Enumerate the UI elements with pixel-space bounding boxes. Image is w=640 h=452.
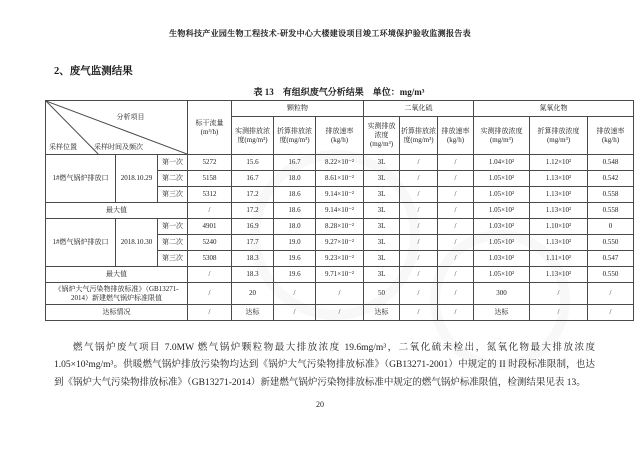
- table-cell: 5158: [188, 171, 232, 187]
- subheader-pm-measured: 实测排放浓度(mg/m³): [232, 117, 274, 155]
- table-cell: 3L: [364, 235, 400, 251]
- table-cell: /: [438, 267, 474, 283]
- table-cell: 达标: [364, 305, 400, 321]
- table-cell: /: [588, 305, 634, 321]
- table-cell: 最大值: [46, 267, 188, 283]
- table-cell: 5240: [188, 235, 232, 251]
- table-cell: /: [400, 171, 438, 187]
- table-cell: 1.05×10²: [474, 203, 530, 219]
- table-cell: 3L: [364, 267, 400, 283]
- table-cell: /: [274, 283, 316, 305]
- table-cell: 1.13×10²: [530, 235, 588, 251]
- table-cell: 《锅炉大气污染物排放标准》（GB13271-2014）新建燃气锅炉标准限值: [46, 283, 188, 305]
- table-cell: 3L: [364, 171, 400, 187]
- table-cell: /: [588, 283, 634, 305]
- table-cell: 3L: [364, 203, 400, 219]
- table-cell: 16.9: [232, 219, 274, 235]
- table-cell: /: [400, 305, 438, 321]
- table-cell: /: [400, 235, 438, 251]
- table-cell: 最大值: [46, 203, 188, 219]
- table-cell: 18.6: [274, 187, 316, 203]
- table-cell: 50: [364, 283, 400, 305]
- table-cell: 0.558: [588, 187, 634, 203]
- table-cell: 3L: [364, 187, 400, 203]
- table-cell: 第三次: [158, 251, 188, 267]
- table-cell: 达标情况: [46, 305, 188, 321]
- table-cell: 18.3: [232, 251, 274, 267]
- table-cell: 1.11×10²: [530, 251, 588, 267]
- table-cell: 9.71×10⁻²: [316, 267, 364, 283]
- table-cell: 1#燃气锅炉排放口: [46, 219, 116, 267]
- table-cell: /: [438, 187, 474, 203]
- table-cell: 4901: [188, 219, 232, 235]
- table-cell: 1.04×10²: [474, 155, 530, 171]
- table-cell: /: [438, 155, 474, 171]
- table-cell: 1.03×10²: [474, 219, 530, 235]
- table-cell: 20: [232, 283, 274, 305]
- group-header-nox: 氮氧化物: [474, 101, 634, 117]
- table-cell: /: [438, 305, 474, 321]
- subheader-nox-converted: 折算排放浓度(mg/m³): [530, 117, 588, 155]
- table-cell: /: [438, 171, 474, 187]
- table-cell: 19.6: [274, 267, 316, 283]
- group-header-so2: 二氧化硫: [364, 101, 474, 117]
- table-cell: /: [188, 203, 232, 219]
- table-cell: /: [188, 267, 232, 283]
- table-cell: 9.14×10⁻²: [316, 203, 364, 219]
- table-cell: 16.7: [274, 155, 316, 171]
- table-cell: 第二次: [158, 235, 188, 251]
- subheader-pm-rate: 排放速率(kg/h): [316, 117, 364, 155]
- column-header-flow: 标干流量(m³/h): [188, 101, 232, 155]
- table-cell: /: [400, 155, 438, 171]
- subheader-nox-rate: 排放速率(kg/h): [588, 117, 634, 155]
- table-cell: 第三次: [158, 187, 188, 203]
- table-cell: 19.0: [274, 235, 316, 251]
- table-cell: 0.542: [588, 171, 634, 187]
- table-cell: 18.0: [274, 171, 316, 187]
- table-cell: 19.6: [274, 251, 316, 267]
- summary-paragraph: 燃气锅炉废气项目 7.0MW 燃气锅炉颗粒物最大排放浓度 19.6mg/m³，二氧化硫未检出，氮氧化物最大排放浓度 1.05×10²mg/m³。供暖燃气锅炉排放污染物均达到《锅炉大气污染物排放标准》（GB13271-2001）中规定的 II 时段标准限制，也达到《锅炉大气污染物排放标准》（GB13271-2014）新建燃气锅炉污染物排放标准中规定的燃气锅炉标准限值，检测结果见表 13。: [54, 342, 595, 388]
- table-cell: /: [316, 283, 364, 305]
- table-cell: 8.28×10⁻²: [316, 219, 364, 235]
- table-cell: 8.22×10⁻²: [316, 155, 364, 171]
- corner-label-analysis-item: 分析项目: [116, 113, 145, 121]
- table-cell: 5312: [188, 187, 232, 203]
- table-cell: /: [438, 203, 474, 219]
- table-cell: 0.547: [588, 251, 634, 267]
- table-cell: 15.6: [232, 155, 274, 171]
- corner-label-sampling-time: 采样时间及频次: [94, 143, 143, 152]
- table-cell: /: [438, 235, 474, 251]
- table-cell: 5308: [188, 251, 232, 267]
- table-cell: 1.05×10²: [474, 267, 530, 283]
- group-header-particulate: 颗粒物: [232, 101, 364, 117]
- table-cell: 9.23×10⁻²: [316, 251, 364, 267]
- table-cell: /: [188, 305, 232, 321]
- table-cell: 9.27×10⁻²: [316, 235, 364, 251]
- table-caption: 表 13 有组织废气分析结果 单位：mg/m³: [253, 87, 425, 97]
- table-cell: /: [530, 305, 588, 321]
- subheader-so2-converted: 折算排放浓度(mg/m³): [400, 117, 438, 155]
- table-cell: 300: [474, 283, 530, 305]
- table-cell: /: [316, 305, 364, 321]
- table-cell: 17.7: [232, 235, 274, 251]
- table-cell: 16.7: [232, 171, 274, 187]
- table-cell: 17.2: [232, 203, 274, 219]
- table-cell: 0: [588, 219, 634, 235]
- subheader-pm-converted: 折算排放浓度(mg/m³): [274, 117, 316, 155]
- table-cell: 2018.10.30: [116, 219, 158, 267]
- table-cell: /: [400, 267, 438, 283]
- table-cell: /: [400, 203, 438, 219]
- table-cell: 8.61×10⁻²: [316, 171, 364, 187]
- table-cell: 2018.10.29: [116, 155, 158, 203]
- table-cell: /: [400, 187, 438, 203]
- table-cell: /: [188, 283, 232, 305]
- table-cell: 1.12×10²: [530, 155, 588, 171]
- table-cell: 1.13×10²: [530, 171, 588, 187]
- table-cell: /: [438, 283, 474, 305]
- table-cell: 1.05×10²: [474, 235, 530, 251]
- table-cell: 0.550: [588, 267, 634, 283]
- corner-label-sampling-location: 采样位置: [49, 143, 77, 152]
- table-cell: 1.10×10²: [530, 219, 588, 235]
- table-cell: 9.14×10⁻²: [316, 187, 364, 203]
- table-cell: 18.6: [274, 203, 316, 219]
- table-cell: 1.13×10²: [530, 187, 588, 203]
- table-cell: /: [400, 251, 438, 267]
- table-cell: 0.558: [588, 203, 634, 219]
- subheader-so2-rate: 排放速率(kg/h): [438, 117, 474, 155]
- table-cell: 17.2: [232, 187, 274, 203]
- table-cell: 5272: [188, 155, 232, 171]
- table-cell: 1.05×10²: [474, 171, 530, 187]
- table-cell: /: [274, 305, 316, 321]
- table-cell: 0.548: [588, 155, 634, 171]
- table-cell: 0.550: [588, 235, 634, 251]
- waste-gas-monitoring-table: [45, 100, 634, 321]
- table-cell: 1.13×10²: [530, 203, 588, 219]
- table-cell: 达标: [474, 305, 530, 321]
- document-header-title: 生物科技产业园生物工程技术-研发中心大楼建设项目竣工环境保护验收监测报告表: [169, 29, 471, 38]
- table-cell: 1#燃气锅炉排放口: [46, 155, 116, 203]
- table-cell: 18.3: [232, 267, 274, 283]
- table-cell: 3L: [364, 219, 400, 235]
- table-corner-cell: [46, 101, 188, 155]
- table-cell: 1.13×10²: [530, 267, 588, 283]
- table-cell: 第一次: [158, 219, 188, 235]
- table-cell: 第二次: [158, 171, 188, 187]
- table-cell: 1.03×10²: [474, 251, 530, 267]
- subheader-nox-measured: 实测排放浓度(mg/m³): [474, 117, 530, 155]
- table-cell: 第一次: [158, 155, 188, 171]
- table-cell: /: [438, 251, 474, 267]
- table-cell: /: [400, 283, 438, 305]
- table-cell: /: [438, 219, 474, 235]
- section-title: 2、废气监测结果: [54, 66, 133, 77]
- table-cell: 3L: [364, 251, 400, 267]
- subheader-so2-measured: 实测排放浓度(mg/m³): [364, 117, 400, 155]
- table-cell: 1.05×10²: [474, 187, 530, 203]
- page-number: 20: [316, 400, 324, 409]
- table-cell: /: [530, 283, 588, 305]
- table-cell: 达标: [232, 305, 274, 321]
- table-cell: /: [400, 219, 438, 235]
- table-cell: 3L: [364, 155, 400, 171]
- table-cell: 18.0: [274, 219, 316, 235]
